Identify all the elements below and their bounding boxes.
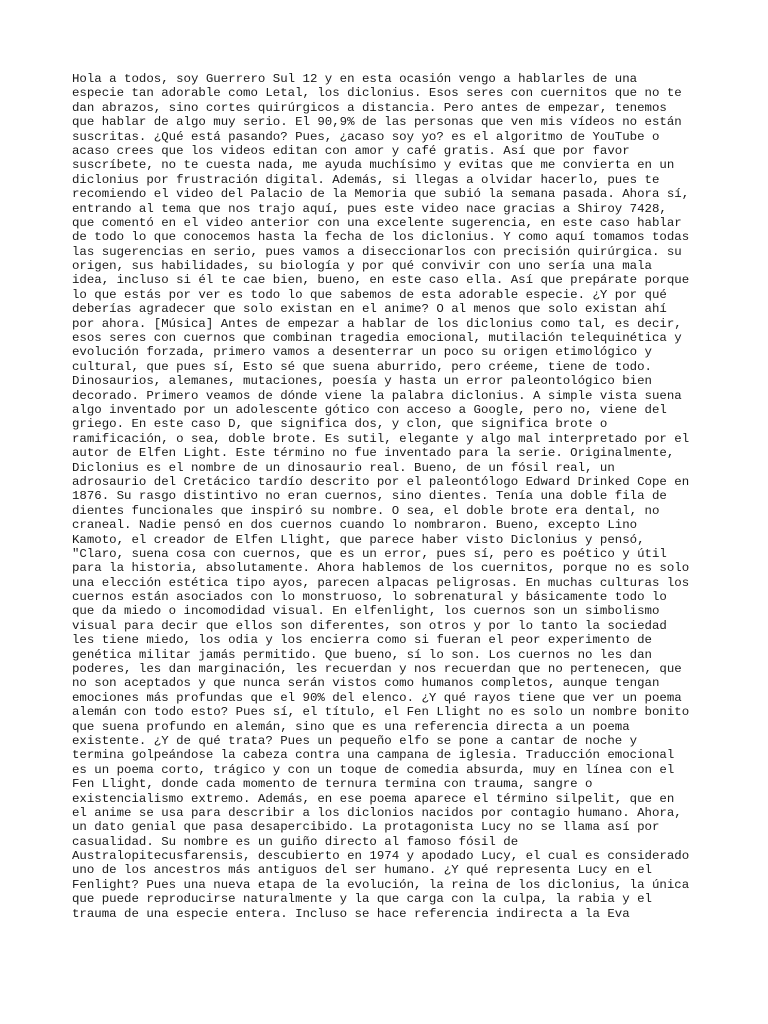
text-line: que comentó en el video anterior con una excelente sugerencia, en este caso hablar [72,215,682,230]
text-line: 1876. Su rasgo distintivo no eran cuernos, sino dientes. Tenía una doble fila de [72,489,667,504]
text-line: genética militar jamás permitido. Que bueno, sí lo son. Los cuernos no les dan [72,647,652,662]
text-line: Fen Llight, donde cada momento de ternura termina con trauma, sangre o [72,777,593,792]
text-line: evolución forzada, primero vamos a desenterrar un poco su origen etimológico y [72,345,652,360]
text-line: un dato genial que pasa desapercibido. La protagonista Lucy no se llama así por [72,820,660,835]
text-line: por ahora. [Música] Antes de empezar a hablar de los diclonius como tal, es decir, [72,316,682,331]
text-line: cuernos están asociados con lo monstruoso, lo sobrenatural y básicamente todo lo [72,590,667,605]
text-line: Dinosaurios, alemanes, mutaciones, poesía y hasta un error paleontológico bien [72,374,652,389]
text-line: uno de los ancestros más antiguos del ser humano. ¿Y qué representa Lucy en el [72,863,652,878]
text-line: "Claro, suena cosa con cuernos, que es un error, pues sí, pero es poético y útil [72,546,667,561]
text-line: deberías agradecer que solo existan en el anime? O al menos que solo existan ahí [72,302,667,317]
text-line: cultural, que pues sí, Esto sé que suena aburrido, pero créeme, tiene de todo. [72,359,652,374]
text-line: ramificación, o sea, doble brote. Es sutil, elegante y algo mal interpretado por el [72,431,690,446]
text-line: casualidad. Su nombre es un guiño directo al famoso fósil de [72,834,519,849]
text-line: Kamoto, el creador de Elfen Llight, que parece haber visto Diclonius y pensó, [72,532,645,547]
text-line: que hablar de algo muy serio. El 90,9% de las personas que ven mis vídeos no están [72,115,682,130]
text-line: suscríbete, no te cuesta nada, me ayuda muchísimo y evitas que me convierta en un [72,158,675,173]
text-line: las sugerencias en serio, pues vamos a diseccionarlos con precisión quirúrgica. su [72,244,682,259]
text-line: dientes funcionales que inspiró su nombre. O sea, el doble brote era dental, no [72,503,660,518]
text-line: adrosaurio del Cretácico tardío descrito por el paleontólogo Edward Drinked Cope en [72,474,690,489]
text-line: existente. ¿Y de qué trata? Pues un pequeño elfo se pone a cantar de noche y [72,733,638,748]
text-line: el anime se usa para describir a los diclonios nacidos por contagio humano. Ahora, [72,805,682,820]
text-line: diclonius por frustración digital. Además, si llegas a olvidar hacerlo, pues te [72,172,660,187]
text-line: termina golpeándose la cabeza contra una campana de iglesia. Traducción emocional [72,748,675,763]
text-line: entrando al tema que nos trajo aquí, pues este video nace gracias a Shiroy 7428, [72,201,667,216]
text-line: autor de Elfen Light. Este término no fue inventado para la serie. Originalmente, [72,446,675,461]
text-line: alemán con todo esto? Pues sí, el título, el Fen Llight no es solo un nombre bonito [72,705,690,720]
text-line: una elección estética tipo ayos, parecen alpacas peligrosas. En muchas culturas los [72,575,690,590]
text-line: esos seres con cuernos que combinan tragedia emocional, mutilación telequinética y [72,331,682,346]
transcript-text [72,72,712,921]
text-line: existencialismo extremo. Además, en ese poema aparece el término silpelit, que en [72,791,675,806]
text-line: Diclonius es el nombre de un dinosaurio real. Bueno, de un fósil real, un [72,460,615,475]
text-line: recomiendo el video del Palacio de la Memoria que subió la semana pasada. Ahora sí, [72,187,690,202]
text-line: origen, sus habilidades, su biología y por qué convivir con uno sería una mala [72,259,652,274]
text-line: para la historia, absolutamente. Ahora hablemos de los cuernitos, porque no es solo [72,561,690,576]
text-line: Hola a todos, soy Guerrero Sul 12 y en esta ocasión vengo a hablarles de una [72,72,638,86]
text-line: que puede reproducirse naturalmente y la que carga con la culpa, la rabia y el [72,892,652,907]
text-line: dan abrazos, sino cortes quirúrgicos a distancia. Pero antes de empezar, tenemos [72,100,667,115]
text-line: acaso crees que los videos editan con amor y café gratis. Así que por favor [72,143,630,158]
text-line: Fenlight? Pues una nueva etapa de la evolución, la reina de los diclonius, la única [72,877,690,892]
text-line: craneal. Nadie pensó en dos cuernos cuando lo nombraron. Bueno, excepto Lino [72,518,638,533]
text-line: suscritas. ¿Qué está pasando? Pues, ¿acaso soy yo? es el algoritmo de YouTube o [72,129,660,144]
text-line: decorado. Primero veamos de dónde viene la palabra diclonius. A simple vista suena [72,388,682,403]
text-line: emociones más profundas que el 90% del elenco. ¿Y qué rayos tiene que ver un poema [72,690,682,705]
text-line: es un poema corto, trágico y con un toque de comedia absurda, muy en línea con el [72,762,675,777]
text-line: poderes, les dan marginación, les recuerdan y nos recuerdan que no pertenecen, que [72,662,682,677]
text-line: trauma de una especie entera. Incluso se hace referencia indirecta a la Eva [72,906,630,921]
text-line: idea, incluso si él te cae bien, bueno, en este caso ella. Así que prepárate porque [72,273,690,288]
text-line: no son aceptados y que nunca serán vistos como humanos completos, aunque tengan [72,676,660,691]
text-line: lo que estás por ver es todo lo que sabemos de esta adorable especie. ¿Y por qué [72,287,667,302]
text-line: les tiene miedo, los odia y los encierra como si fueran el peor experimento de [72,633,652,648]
text-line: de todo lo que conocemos hasta la fecha de los diclonius. Y como aquí tomamos todas [72,230,690,245]
text-line: que da miedo o incomodidad visual. En elfenlight, los cuernos son un simbolismo [72,604,660,619]
text-line: que suena profundo en alemán, sino que es una referencia directa a un poema [72,719,630,734]
text-line: Australopitecusfarensis, descubierto en 1974 y apodado Lucy, el cual es considerado [72,849,690,864]
text-line: visual para decir que ellos son diferentes, son otros y por lo tanto la sociedad [72,618,667,633]
text-line: griego. En este caso D, que significa dos, y clon, que significa brote o [72,417,608,432]
text-line: especie tan adorable como Letal, los diclonius. Esos seres con cuernitos que no te [72,86,682,101]
text-line: algo inventado por un adolescente gótico con acceso a Google, pero no, viene del [72,402,667,417]
